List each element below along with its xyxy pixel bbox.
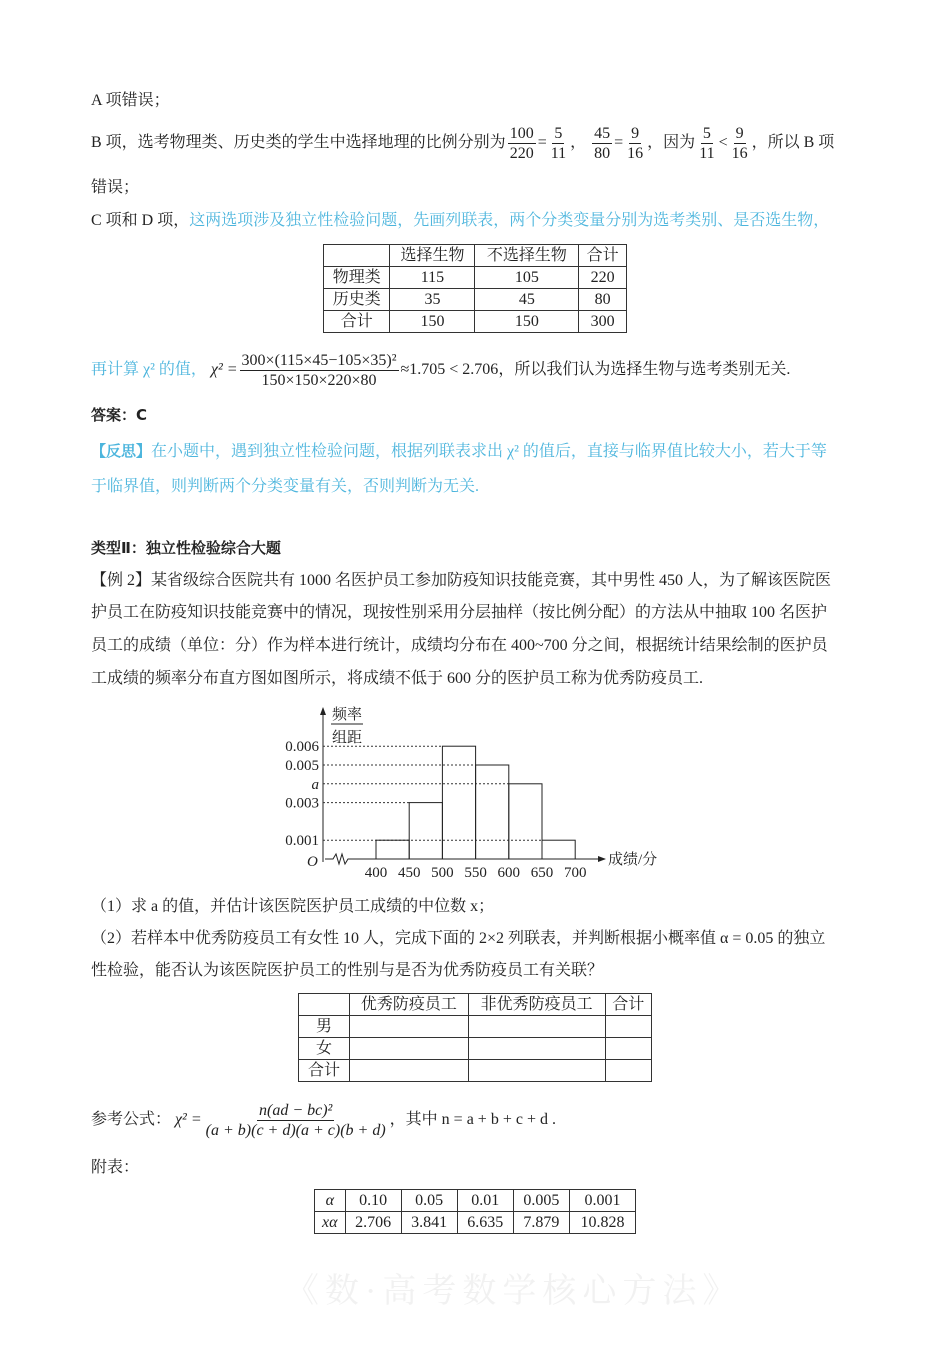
reflection-line-2: 于临界值，则判断两个分类变量有关，否则判断为无关.	[91, 478, 480, 495]
text: B 项，选考物理类、历史类的学生中选择地理的比例分别为	[91, 134, 506, 152]
section-title: 类型Ⅱ：独立性检验综合大题	[91, 539, 281, 557]
example-text: 员工的成绩（单位：分）作为样本进行统计，成绩均分布在 400~700 分之间，根据统计结果绘制的医护员	[91, 637, 828, 654]
histogram-chart	[275, 700, 675, 890]
table-header-row: 优秀防疫员工 非优秀防疫员工 合计	[299, 994, 652, 1016]
x-tick-label: 450	[397, 865, 421, 881]
histogram-bar	[509, 784, 542, 859]
fraction: $\frac{5}{11}$	[550, 125, 567, 162]
question-2: （2）若样本中优秀防疫员工有女性 10 人，完成下面的 2×2 列联表，并判断根据小概率值 α = 0.05 的独立	[91, 930, 826, 947]
table-row: 男	[299, 1016, 652, 1038]
reference-formula: 参考公式： χ² = $\frac{\text{n(ad − bc)²}}{(a + b)(c + d)(a + c)(b + d)}$ ，其中 n = a + b + c + d .	[91, 1102, 556, 1139]
origin-label: O	[307, 854, 318, 870]
histogram-bar	[542, 840, 575, 859]
question-2-cont: 性检验，能否认为该医院医护员工的性别与是否为优秀防疫员工有关联？	[91, 962, 604, 979]
reflection-line-1: 【反思】在小题中，遇到独立性检验问题，根据列联表求出 χ² 的值后，直接与临界值比较大小，若大于等	[91, 442, 827, 460]
axis-break-icon	[325, 854, 353, 864]
fraction: $\frac{9}{16}$	[731, 125, 748, 162]
x-tick-label: 400	[364, 865, 388, 881]
example-text: 护员工在防疫知识技能竞赛中的情况，现按性别采用分层抽样（按比例分配）的方法从中抽取 100 名医护	[91, 604, 828, 621]
y-tick-label: a	[311, 776, 319, 793]
histogram-bar	[409, 803, 442, 859]
histogram-bar	[376, 840, 409, 859]
table-row: 女	[299, 1038, 652, 1060]
question-1: （1）求 a 的值，并估计该医院医护员工成绩的中位数 x；	[91, 898, 495, 915]
critical-value-table	[314, 1189, 636, 1234]
contingency-table-1	[323, 244, 627, 333]
contingency-table-2	[298, 993, 652, 1082]
table-row: α 0.10 0.05 0.01 0.005 0.001	[315, 1190, 636, 1212]
table-row: 历史类 35 45 80	[324, 289, 627, 311]
x-tick-label: 550	[464, 865, 487, 881]
x-tick-label: 500	[431, 865, 454, 881]
table-row: 合计	[299, 1060, 652, 1082]
fraction: $\frac{9}{16}$	[627, 125, 644, 162]
answer: 答案：C	[91, 406, 148, 424]
y-label-bottom: 组距	[332, 730, 363, 746]
fraction: $\frac{5}{11}$	[699, 125, 715, 162]
table-row: 合计 150 150 300	[324, 311, 627, 333]
y-tick-label: 0.006	[285, 739, 319, 756]
histogram-bar	[476, 765, 509, 859]
example-text: 工成绩的频率分布直方图如图所示，将成绩不低于 600 分的医护员工称为优秀防疫员工.	[91, 670, 704, 687]
option-b-text-cont: 错误；	[91, 179, 140, 196]
fraction: $\frac{\text{n(ad − bc)²}}{(a + b)(c + d)(a + c)(b + d)}$	[205, 1102, 386, 1139]
fraction: $\frac{45}{80}$	[594, 125, 611, 162]
option-b-text: B 项，选考物理类、历史类的学生中选择地理的比例分别为 $\frac{100}{220}$ = $\frac{5}{11}$ ， $\frac{45}{80}$ = $\frac{9}{16}$ ，因为 $\frac{5}{11}$ < $\frac{9}{16}$ ，所以 B 项	[91, 125, 835, 162]
fraction: $\frac{100}{220}$	[509, 125, 534, 162]
x-label: 成绩/分	[608, 852, 658, 868]
y-tick-label: 0.003	[285, 795, 319, 812]
x-tick-label: 600	[497, 865, 521, 881]
histogram-bar	[442, 746, 475, 859]
table-row: xα 2.706 3.841 6.635 7.879 10.828	[315, 1212, 636, 1234]
fraction: $\frac{\text{300×(115×45−105×35)²}}{150\times 150\times 220\times 80}$	[241, 352, 397, 389]
table-header-row: 选择生物 不选择生物 合计	[324, 245, 627, 267]
option-a-text: A 项错误；	[91, 92, 170, 109]
y-label-top: 频率	[332, 707, 363, 723]
option-cd-text: C 项和 D 项，这两选项涉及独立性检验问题，先画列联表，两个分类变量分别为选考类别、是否选生物，	[91, 212, 830, 229]
x-tick-label: 700	[563, 865, 587, 881]
appendix-label: 附表：	[91, 1159, 140, 1176]
watermark: 《数·高考数学核心方法》	[285, 1273, 743, 1310]
chi-square-calc: 再计算 χ² 的值， χ² = $\frac{\text{300×(115×45−105×35)²}}{150\times 150\times 220\times 80}$ ≈1.705 < 2.706，所以我们认为选择生物与选考类别无关.	[91, 352, 791, 389]
example-text: 【例 2】某省级综合医院共有 1000 名医护员工参加防疫知识技能竞赛，其中男性 450 人，为了解该医院医	[91, 572, 832, 589]
table-row: 物理类 115 105 220	[324, 267, 627, 289]
y-tick-label: 0.001	[285, 833, 319, 850]
x-tick-label: 650	[530, 865, 554, 881]
y-tick-label: 0.005	[285, 758, 319, 774]
